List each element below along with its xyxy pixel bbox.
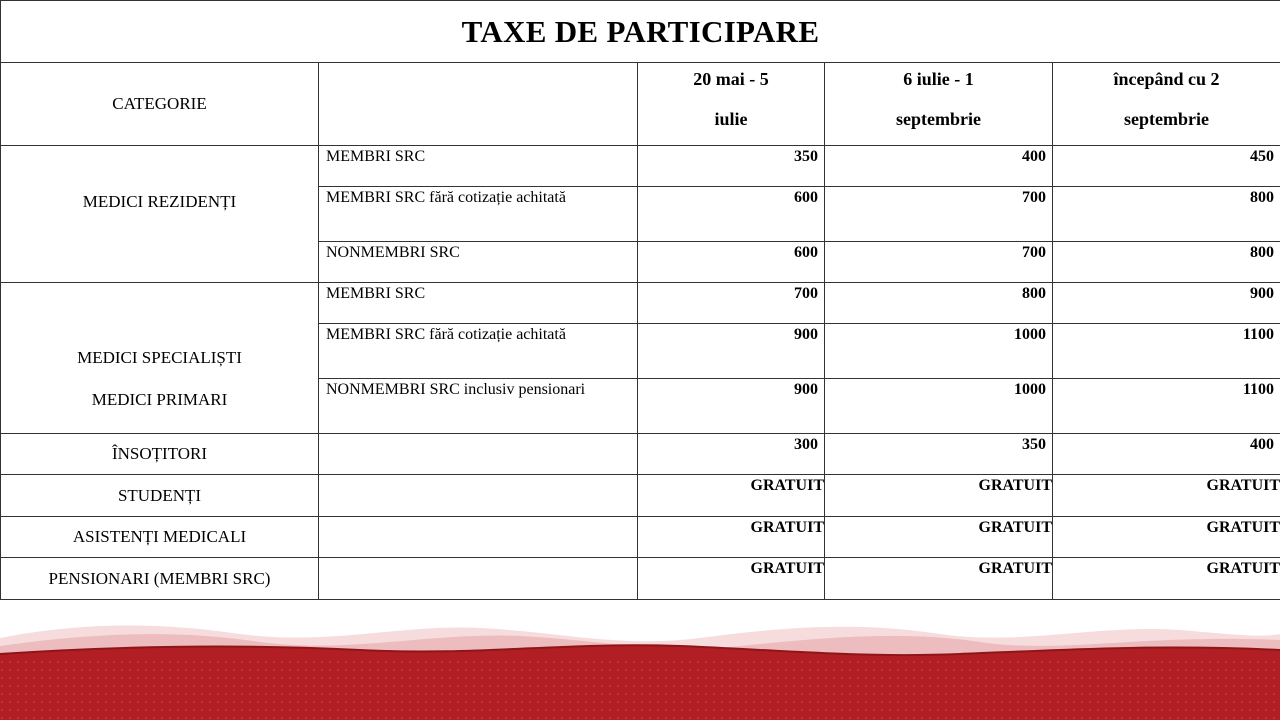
fee-cell: 700	[825, 187, 1053, 242]
header-row	[1, 63, 1280, 146]
period-2-line1: 6 iulie - 1	[903, 69, 974, 89]
fee-cell: GRATUIT	[638, 517, 825, 558]
fee-cell: 300	[638, 434, 825, 475]
fee-cell: 600	[638, 187, 825, 242]
fee-cell: 450	[1053, 146, 1280, 187]
fee-cell: 1000	[825, 379, 1053, 434]
subcategory-cell-empty	[319, 558, 638, 600]
fee-cell: 900	[638, 324, 825, 379]
category-asistenti: ASISTENȚI MEDICALI	[1, 517, 319, 558]
subcategory-cell: MEMBRI SRC	[319, 283, 638, 324]
decorative-wave-band	[0, 620, 1280, 720]
fee-cell: 1100	[1053, 324, 1280, 379]
table-row	[1, 558, 1280, 600]
header-period-3	[1053, 63, 1280, 146]
period-3-line1: începând cu 2	[1113, 69, 1220, 89]
subcategory-cell-empty	[319, 517, 638, 558]
dot-texture	[0, 656, 1280, 720]
fee-cell: GRATUIT	[825, 517, 1053, 558]
subcategory-cell-empty	[319, 475, 638, 517]
fee-cell: GRATUIT	[825, 475, 1053, 517]
header-subcategory-empty	[319, 63, 638, 146]
header-category: CATEGORIE	[1, 63, 319, 146]
category-specialisti-line1: MEDICI SPECIALIȘTI	[77, 348, 242, 367]
header-period-1	[638, 63, 825, 146]
fee-cell: 350	[825, 434, 1053, 475]
category-pensionari: PENSIONARI (MEMBRI SRC)	[1, 558, 319, 600]
fee-cell: GRATUIT	[825, 558, 1053, 600]
subcategory-cell-empty	[319, 434, 638, 475]
fee-cell: GRATUIT	[1053, 475, 1280, 517]
category-specialisti	[1, 283, 319, 434]
subcategory-cell: NONMEMBRI SRC inclusiv pensionari	[319, 379, 638, 434]
subcategory-cell: NONMEMBRI SRC	[319, 242, 638, 283]
fee-cell: GRATUIT	[638, 475, 825, 517]
fee-cell: 1000	[825, 324, 1053, 379]
fee-cell: 350	[638, 146, 825, 187]
fee-cell: 700	[825, 242, 1053, 283]
fee-cell: 1100	[1053, 379, 1280, 434]
fee-cell: 400	[1053, 434, 1280, 475]
fee-cell: 700	[638, 283, 825, 324]
period-1-line1: 20 mai - 5	[693, 69, 769, 89]
subcategory-cell: MEMBRI SRC	[319, 146, 638, 187]
header-period-2	[825, 63, 1053, 146]
fee-cell: GRATUIT	[638, 558, 825, 600]
fee-cell: 800	[825, 283, 1053, 324]
fee-cell: GRATUIT	[1053, 558, 1280, 600]
subcategory-cell: MEMBRI SRC fără cotizație achitată	[319, 187, 638, 242]
fee-cell: 600	[638, 242, 825, 283]
page-title: TAXE DE PARTICIPARE	[1, 1, 1280, 63]
period-3-line2: septembrie	[1124, 109, 1209, 129]
fee-cell: GRATUIT	[1053, 517, 1280, 558]
fee-cell: 400	[825, 146, 1053, 187]
table-row	[1, 517, 1280, 558]
period-1-line2: iulie	[714, 109, 748, 129]
table-row	[1, 475, 1280, 517]
category-insotitori: ÎNSOȚITORI	[1, 434, 319, 475]
table-row	[1, 146, 1280, 187]
fee-cell: 900	[1053, 283, 1280, 324]
category-primari-line2: MEDICI PRIMARI	[91, 390, 228, 409]
fee-cell: 900	[638, 379, 825, 434]
subcategory-cell: MEMBRI SRC fără cotizație achitată	[319, 324, 638, 379]
category-studenti: STUDENȚI	[1, 475, 319, 517]
table-row	[1, 434, 1280, 475]
table-row	[1, 283, 1280, 324]
fee-cell: 800	[1053, 187, 1280, 242]
fee-cell: 800	[1053, 242, 1280, 283]
category-rezidenti: MEDICI REZIDENȚI	[1, 146, 319, 283]
title-row	[1, 1, 1280, 63]
period-2-line2: septembrie	[896, 109, 981, 129]
